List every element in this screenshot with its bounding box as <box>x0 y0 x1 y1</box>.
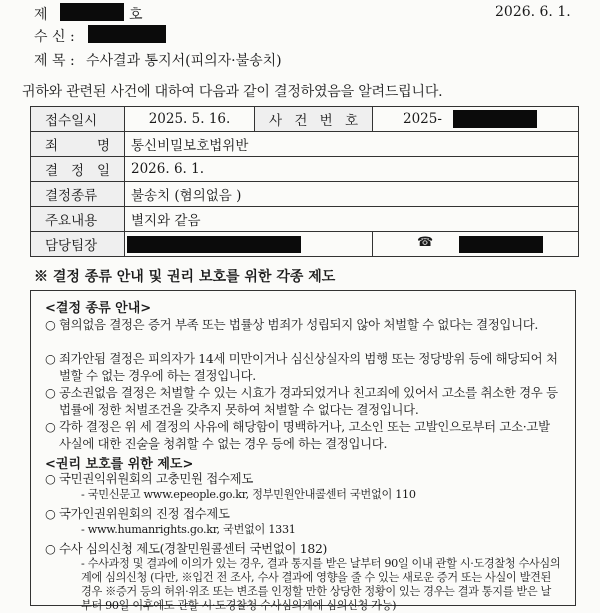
case-number-cell <box>373 107 579 132</box>
team-leader-label: 담당팀장 <box>31 232 125 257</box>
bullet-icon: ○ <box>45 419 56 434</box>
crime-value: 통신비밀보호법위반 <box>125 132 579 157</box>
decision-guide-item-text: 공소권없음 결정은 처벌할 수 있는 시효가 경과되었거나 친고죄에 있어서 고소를 취소한 경우 등 법률에 정한 처벌조건을 갖추지 못하여 처벌할 수 없다는 결정입니다. <box>59 385 558 417</box>
document-number-prefix: 제 <box>34 7 48 23</box>
crime-label: 죄 명 <box>31 132 125 157</box>
telephone-icon: ☎ <box>417 235 434 250</box>
document-number-suffix: 호 <box>129 7 143 23</box>
decision-guide-item-text: 혐의없음 결정은 증거 부족 또는 법률상 범죄가 성립되지 않아 처벌할 수 없다는 결정입니다. <box>59 317 539 332</box>
table-row <box>31 207 579 232</box>
decision-date-value: 2026. 6. 1. <box>125 157 579 182</box>
bullet-icon: ○ <box>45 471 56 486</box>
redacted-phone-number <box>459 236 543 253</box>
bullet-icon: ○ <box>45 506 56 521</box>
table-row <box>31 107 579 132</box>
subject-label: 제 목 : <box>34 53 75 69</box>
rights-item-detail: - 국민신문고 www.epeople.go.kr, 정부민원안내콜센터 국번없이 110 <box>81 488 416 501</box>
list-item <box>45 471 565 488</box>
rights-item-detail: - www.humanrights.go.kr, 국번없이 1331 <box>81 523 296 536</box>
rights-item-title: 수사 심의신청 제도(경찰민원콜센터 국번없이 182) <box>59 541 328 556</box>
list-item <box>45 419 565 452</box>
decision-type-label: 결정종류 <box>31 182 125 207</box>
case-info-table <box>30 106 579 257</box>
rights-item-detail: - 수사과정 및 결과에 이의가 있는 경우, 결과 통지를 받은 날부터 90일 이내 관할 시·도경찰청 수사심의계에 심의신청 (다만, ※입건 전 조사, 수사 결과에 영향을 줄 수 있는 새로운 증거 또는 사실이 발견된 경우 ※증거 등의 허위·위조 또는 변조를 인정할 만한 상당한 정황이 있는 경우는 결과 통지를 받은 날부터 90일 이후에도 관할 시·도경찰청 수사심의계에 심의신청 가능) <box>81 557 561 612</box>
issue-date: 2026. 6. 1. <box>495 4 571 20</box>
table-row <box>31 232 579 257</box>
decision-guide-heading: <결정 종류 안내> <box>45 301 152 316</box>
decision-type-value: 불송치 (혐의없음 ) <box>125 182 579 207</box>
redacted-team-leader <box>127 236 301 253</box>
receipt-date-label: 접수일시 <box>31 107 125 132</box>
team-leader-cell <box>125 232 373 257</box>
redacted-document-number <box>60 3 124 21</box>
list-item <box>45 351 565 384</box>
intro-sentence: 귀하와 관련된 사건에 대하여 다음과 같이 결정하였음을 알려드립니다. <box>22 84 443 100</box>
list-item <box>45 317 565 334</box>
rights-heading: <권리 보호를 위한 제도> <box>45 457 194 472</box>
table-row <box>31 132 579 157</box>
rights-item-title: 국민권익위원회의 고충민원 접수제도 <box>59 471 253 486</box>
decision-guide-item-text: 각하 결정은 위 세 결정의 사유에 해당함이 명백하거나, 고소인 또는 고발인으로부터 고소·고발 사실에 대한 진술을 청취할 수 없는 경우 등에 하는 결정입니다. <box>59 419 550 451</box>
bullet-icon: ○ <box>45 385 56 400</box>
recipient-label: 수 신 : <box>34 29 75 45</box>
phone-cell <box>373 232 579 257</box>
main-content-label: 주요내용 <box>31 207 125 232</box>
case-number-label: 사 건 번 호 <box>255 107 373 132</box>
receipt-date-value: 2025. 5. 16. <box>125 107 255 132</box>
decision-guide-item-text: 죄가안됨 결정은 피의자가 14세 미만이거나 심신상실자의 범행 또는 정당방위 등에 해당되어 처벌할 수 없는 경우에 하는 결정입니다. <box>59 351 558 383</box>
bullet-icon: ○ <box>45 351 56 366</box>
bullet-icon: ○ <box>45 541 56 556</box>
notice-title: ※ 결정 종류 안내 및 권리 보호를 위한 각종 제도 <box>34 269 336 285</box>
decision-date-label: 결 정 일 <box>31 157 125 182</box>
case-number-value: 2025- <box>403 111 442 127</box>
main-content-value: 별지와 같음 <box>125 207 579 232</box>
list-item <box>45 385 565 418</box>
subject-text: 수사결과 통지서(피의자·불송치) <box>86 53 282 69</box>
redacted-recipient <box>88 25 166 43</box>
rights-item-title: 국가인권위원회의 진정 접수제도 <box>59 506 230 521</box>
list-item <box>45 506 565 523</box>
table-row <box>31 182 579 207</box>
guidance-box <box>30 290 576 612</box>
list-item <box>45 541 565 558</box>
table-row <box>31 157 579 182</box>
redacted-case-number <box>453 110 537 128</box>
bullet-icon: ○ <box>45 317 56 332</box>
